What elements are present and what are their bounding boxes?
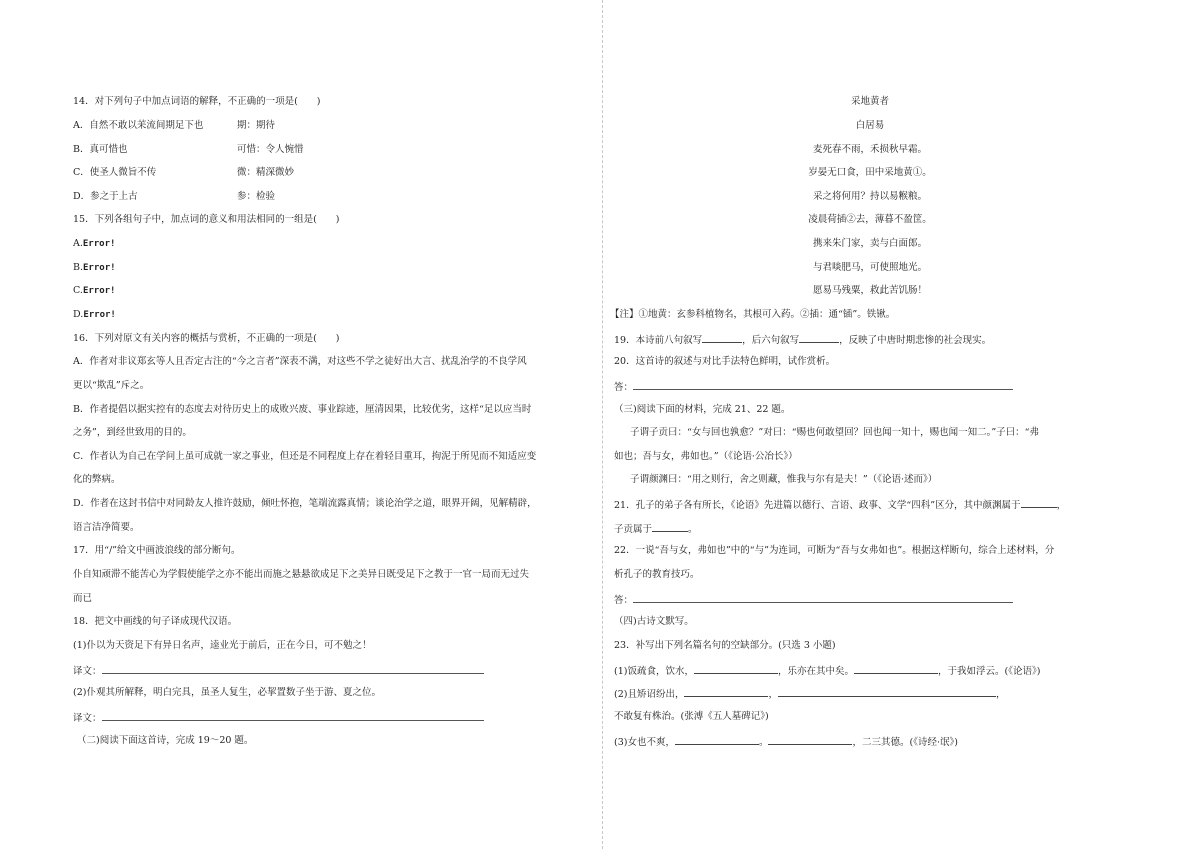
material-p1-line2: 如也；吾与女，弗如也。”（《论语·公冶长》）: [614, 451, 798, 462]
q23-3-blank-2[interactable]: [768, 735, 852, 745]
q20-answer-line[interactable]: [633, 380, 1013, 390]
q16-option-c-line1: C．作者认为自己在学问上虽可成就一家之事业，但还是不同程度上存在着轻目重耳，拘泥于所见而不知适应变: [73, 451, 537, 462]
q21-blank-2[interactable]: [652, 522, 688, 532]
poem-author: 白居易: [855, 120, 885, 131]
q16-option-a-line1: A．作者对非议郑玄等人且否定古注的“今之言者”深表不满，对这些不学之徒好出大言、扰乱治学的不良学风: [73, 356, 527, 367]
material-p2: 子谓颜渊曰：“用之则行，舍之则藏，惟我与尔有是夫！”（《论语·述而》）: [630, 474, 938, 485]
q18-translation-2: 译文：: [73, 711, 593, 725]
q23-2-blank-2[interactable]: [778, 687, 996, 697]
q17-text-line1: 仆自知顽滞不能苦心为学假使能学之亦不能出而施之悬悬欲成足下之美异日既受足下之教于一官一局而无过失: [73, 569, 530, 580]
q22-line1: 22．一说“吾与女，弗如也”中的“与”为连词，可断为“吾与女弗如也”。根据这样断句，综合上述材料，分: [614, 545, 1055, 556]
q16-option-c-line2: 化的弊病。: [73, 474, 121, 485]
q14-stem: 14．对下列句子中加点词语的解释，不正确的一项是( ): [73, 96, 321, 107]
q22-line2: 析孔子的教育技巧。: [614, 569, 700, 580]
q22-answer-line[interactable]: [633, 593, 1013, 603]
q16-stem: 16．下列对原文有关内容的概括与赏析，不正确的一项是( ): [73, 333, 340, 344]
material-p1-line1: 子谓子贡曰：“女与回也孰愈？”对曰：“赐也何敢望回？回也闻一知十，赐也闻一知二。”子曰：“弗: [630, 427, 1040, 438]
poem-line-2: 岁晏无口食，田中采地黄①。: [808, 167, 932, 178]
q19: 19．本诗前八句叙写 ，后六句叙写 ，反映了中唐时期悲惨的社会现实。: [614, 335, 992, 346]
section-2-heading: （二)阅读下面这首诗，完成 19～20 题。: [77, 735, 254, 746]
q18-sentence-2: (2)仆观其所解释，明白完具，虽圣人复生，必挈置数子坐于游、夏之位。: [73, 687, 381, 698]
q18-stem: 18．把文中画线的句子译成现代汉语。: [73, 616, 238, 627]
translation-1-input[interactable]: [102, 664, 484, 674]
q16-option-b-line1: B．作者提倡以据实控有的态度去对待历史上的成败兴废、事业踪迹，厘清因果，比较优劣，这样“足以应当时: [73, 404, 532, 415]
q18-translation-1: 译文：: [73, 664, 593, 678]
q21-blank-1[interactable]: [1021, 498, 1057, 508]
q23-3-blank-1[interactable]: [675, 735, 759, 745]
poem-line-3: 采之将何用？持以易糇粮。: [812, 191, 927, 202]
q14-option-c: C．使圣人微旨不传 微：精深微妙: [73, 167, 295, 178]
q15-option-a: A.Error!: [73, 238, 116, 249]
q23-item-2: (2)且矫诏纷出， ， ，: [614, 689, 1006, 700]
q15-stem: 15．下列各组句子中，加点词的意义和用法相同的一组是( ): [73, 214, 340, 225]
page-divider: [602, 0, 603, 849]
poem-line-5: 携来朱门家，卖与白面郎。: [812, 238, 927, 249]
q14-option-d: D．参之于上古 参：检验: [73, 191, 276, 202]
q22-answer: 答：: [610, 593, 1150, 607]
q15-option-b: B.Error!: [73, 262, 116, 273]
q20-answer: 答：: [610, 380, 1150, 394]
q16-option-d-line2: 语言洁净简要。: [73, 522, 140, 533]
poem-line-7: 愿易马残粟，救此苦饥肠！: [812, 285, 927, 296]
section-4-heading: （四)古诗文默写。: [614, 616, 694, 627]
q19-blank-1[interactable]: [702, 333, 742, 343]
q17-text-line2: 而已: [73, 593, 93, 604]
section-3-heading: （三)阅读下面的材料，完成 21、22 题。: [614, 404, 791, 415]
q18-sentence-1: (1)仆以为天资足下有异日名声，逵业光于前后，正在今日，可不勉之！: [73, 640, 372, 651]
q23-1-blank-1[interactable]: [694, 664, 778, 674]
poem-line-4: 凌晨荷插②去，薄暮不盈筐。: [808, 214, 932, 225]
q14-option-b: B．真可惜也 可惜：令人惋惜: [73, 144, 304, 155]
poem-line-6: 与君啖肥马，可使照地光。: [812, 262, 927, 273]
q21-line2: 子贡属于 。: [614, 524, 698, 535]
q20-stem: 20．这首诗的叙述与对比手法特色鲜明，试作赏析。: [614, 356, 836, 367]
q17-stem: 17．用“/”给文中画波浪线的部分断句。: [73, 545, 241, 556]
poem-line-1: 麦死春不雨，禾损秋早霜。: [812, 144, 927, 155]
q14-option-a: A．自然不敢以苿流间期足下也 期：期待: [73, 120, 276, 131]
q19-blank-2[interactable]: [799, 333, 839, 343]
q16-option-a-line2: 更以“欺乱”斥之。: [73, 380, 150, 391]
q23-2-blank-1[interactable]: [684, 687, 768, 697]
q23-item-3: (3)女也不爽， 。 ，二三其德。(《诗经·氓》): [614, 737, 958, 748]
q23-stem: 23．补写出下列名篇名句的空缺部分。(只选 3 小题): [614, 640, 836, 651]
poem-note: 【注】①地黄：玄参科植物名，其根可入药。②插：通“锸”。铁锹。: [610, 309, 896, 320]
q23-1-blank-2[interactable]: [854, 664, 938, 674]
q15-option-d: D.Error!: [73, 309, 116, 320]
q23-item-2-line2: 不敢复有株治。(张溥《五人墓碑记》): [614, 711, 769, 722]
q21-line1: 21．孔子的弟子各有所长，《论语》先进篇以德行、言语、政事、文学“四科”区分，其中颜渊属于 ，: [614, 500, 1067, 511]
q16-option-d-line1: D．作者在这封书信中对同龄友人推许鼓励，倾吐怀抱，笔端流露真情；谈论治学之道，眼界开阔，见解精辟，: [73, 498, 537, 509]
q23-item-1: (1)饭疏食，饮水， ，乐亦在其中矣。 ，于我如浮云。(《论语》): [614, 666, 1041, 677]
translation-2-input[interactable]: [102, 711, 484, 721]
q15-option-c: C.Error!: [73, 285, 116, 296]
poem-title: 采地黄者: [850, 96, 889, 107]
q16-option-b-line2: 之务”，到经世致用的目的。: [73, 427, 192, 438]
